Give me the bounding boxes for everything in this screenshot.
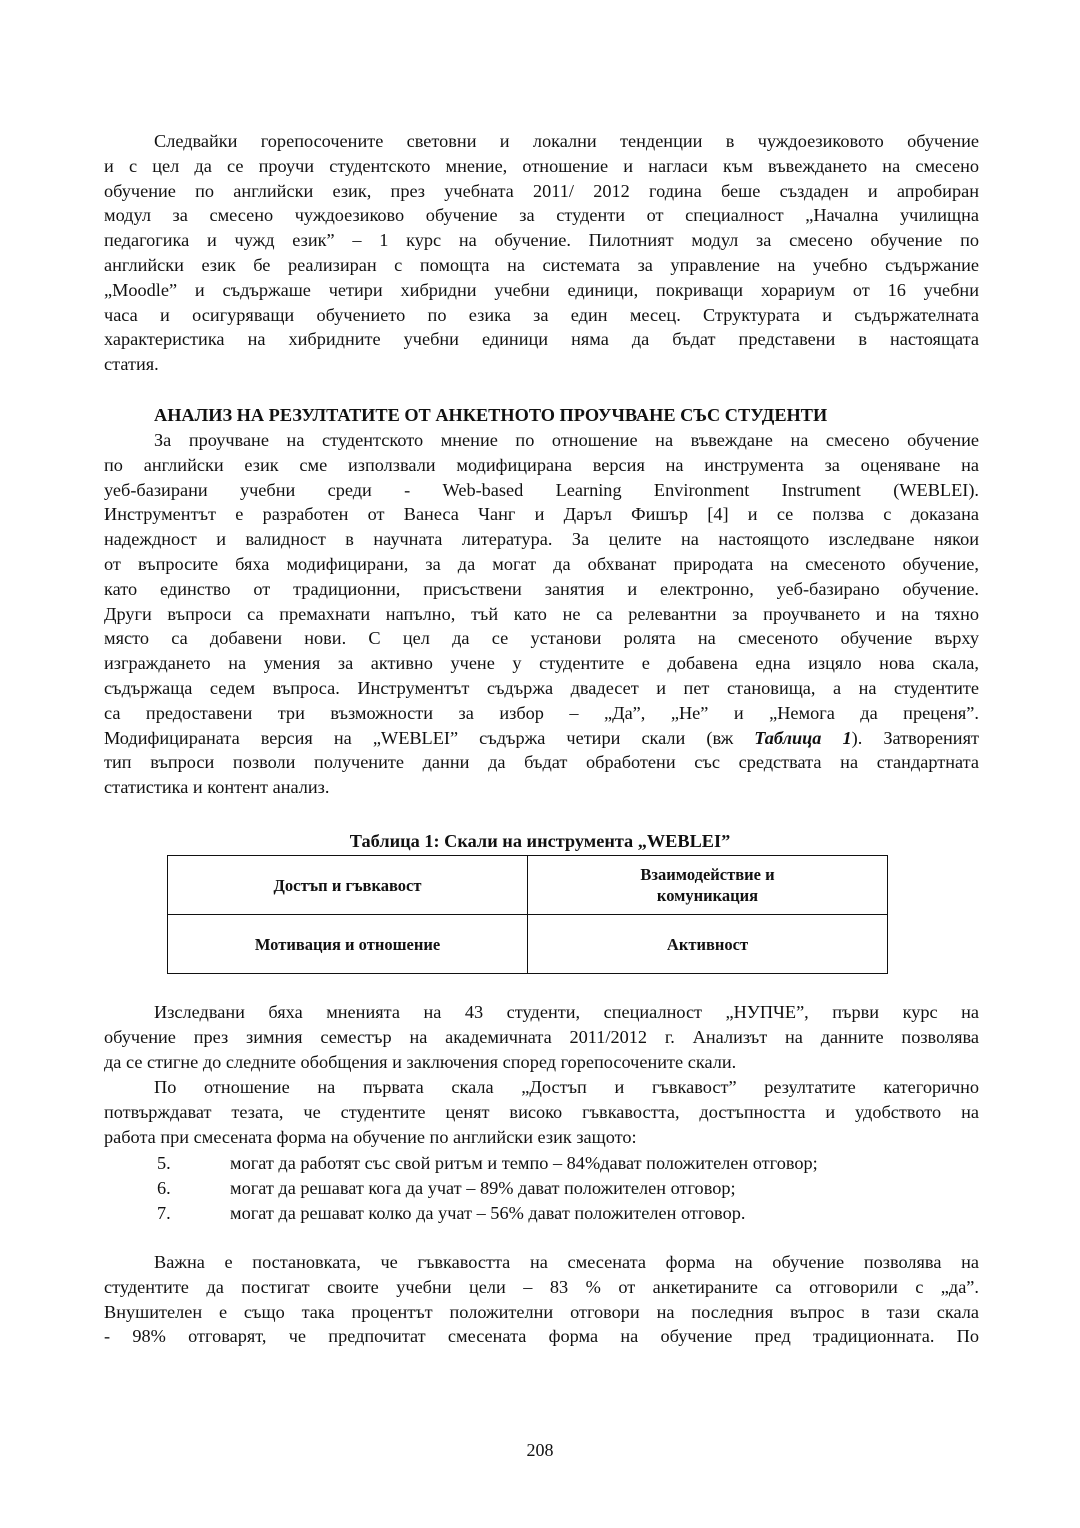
paragraph-goals bbox=[104, 1250, 979, 1349]
paragraph-line: тип въпроси позволи получените данни да бъдат обработени със средствата на стандартната bbox=[104, 752, 979, 773]
paragraph-line: потвърждават тезата, че студентите ценят високо гъвкавостта, достъпността и удобството на bbox=[104, 1101, 979, 1122]
paragraph-line: да се стигне до следните обобщения и заключения според горепосочените скали. bbox=[104, 1051, 737, 1072]
paragraph-line: За проучване на студентското мнение по отношение на въвеждане на смесено обучение bbox=[154, 430, 979, 450]
section-heading: АНАЛИЗ НА РЕЗУЛТАТИТЕ ОТ АНКЕТНОТО ПРОУЧВАНЕ СЪС СТУДЕНТИ bbox=[154, 405, 828, 425]
paragraph-line: статия. bbox=[104, 354, 159, 375]
table-cell: Взаимодействие и комуникация bbox=[528, 856, 888, 915]
scales-table bbox=[167, 855, 888, 974]
paragraph-line: английски език бе реализиран с помощта на системата за управление на учебно съдържание bbox=[104, 254, 979, 275]
paragraph-line: Инструментът е разработен от Ванеса Чанг и Даръл Фишър [4] и се ползва с доказана bbox=[104, 504, 979, 525]
paragraph-line: Внушителен е също така процентът положителни отговори на последния въпрос в тази скала bbox=[104, 1301, 979, 1322]
paragraph-line: По отношение на първата скала „Достъп и гъвкавост” резултатите категорично bbox=[154, 1077, 979, 1097]
paragraph-line: уеб-базирани учебни среди - Web-based Learning Environment Instrument (WEBLEI). bbox=[104, 479, 979, 500]
table-cell: Активност bbox=[528, 915, 888, 974]
paragraph-line: са предоставени три възможности за избор – „Да”, „Не” и „Немога да преценя”. bbox=[104, 702, 979, 723]
paragraph-line: съдържаща седем въпроса. Инструментът съдържа двадесет и пет становища, а на студентите bbox=[104, 677, 979, 698]
table-row bbox=[168, 915, 888, 974]
paragraph-scale-one bbox=[104, 1075, 979, 1149]
table-cell: Достъп и гъвкавост bbox=[168, 856, 528, 915]
paragraph-line: по английски език сме използвали модифицирана версия на инструмента за оценяване на bbox=[104, 454, 979, 475]
paragraph-line: часа и осигуряващи обучението по езика за един месец. Структурата и съдържателната bbox=[104, 304, 979, 325]
table-caption: Таблица 1: Скали на инструмента „WEBLEI” bbox=[349, 831, 731, 851]
page-number: 208 bbox=[526, 1440, 554, 1460]
paragraph-line: и с цел да се проучи студентското мнение, отношение и нагласи към въвеждането на смесено bbox=[104, 155, 979, 176]
table-reference: Таблица 1 bbox=[754, 727, 852, 748]
paragraph-line: обучение по английски език, през учебната 2011/ 2012 година беше създаден и апробиран bbox=[104, 180, 979, 201]
paragraph-line: статистика и контент анализ. bbox=[104, 777, 330, 798]
paragraph-line: - 98% отговарят, че предпочитат смесената форма на обучение пред традиционната. По bbox=[104, 1326, 979, 1347]
paragraph-sample bbox=[104, 1000, 979, 1074]
paragraph-line: Изследвани бяха мненията на 43 студенти, специалност „НУПЧЕ”, първи курс на bbox=[154, 1002, 979, 1022]
paragraph-intro bbox=[104, 129, 979, 377]
paragraph-line: характеристика на хибридните учебни единици няма да бъдат представени в настоящата bbox=[104, 329, 979, 350]
paragraph-line: работа при смесената форма на обучение по английски език защото: bbox=[104, 1126, 637, 1147]
paragraph-line: Важна е постановката, че гъвкавостта на смесената форма на обучение позволява на bbox=[154, 1252, 979, 1272]
paragraph-line: надеждност и валидност в научната литература. За целите на настоящото изследване някои bbox=[104, 529, 979, 550]
paragraph-line: Следвайки горепосочените световни и локални тенденции в чуждоезиковото обучение bbox=[154, 131, 979, 151]
paragraph-line: Модифицираната версия на „WEBLEI” съдържа четири скали (вж Таблица 1). Затвореният bbox=[104, 727, 979, 748]
paragraph-line: място са добавени нови. С цел да се установи ролята на смесеното обучение върху bbox=[104, 628, 979, 649]
table-row bbox=[168, 856, 888, 915]
paragraph-line: студентите да постигат своите учебни цели – 83 % от анкетираните са отговорили с „да”. bbox=[104, 1276, 979, 1297]
paragraph-line: „Moodle” и съдържаше четири хибридни учебни единици, покриващи хорариум от 16 учебни bbox=[104, 279, 979, 300]
paragraph-line: обучение през зимния семестър на академичната 2011/2012 г. Анализът на данните позволява bbox=[104, 1026, 979, 1047]
paragraph-line: Други въпроси са премахнати напълно, тъй като не са релевантни за проучването и на тяхно bbox=[104, 603, 979, 624]
paragraph-method bbox=[104, 428, 979, 800]
paragraph-line: педагогика и чужд език” – 1 курс на обучение. Пилотният модул за смесено обучение по bbox=[104, 230, 979, 251]
table-cell: Мотивация и отношение bbox=[168, 915, 528, 974]
paragraph-line: изграждането на умения за активно учене у студентите е добавена една изцяло нова скала, bbox=[104, 653, 979, 674]
paragraph-line: модул за смесено чуждоезиково обучение за студенти от специалност „Начална училищна bbox=[104, 205, 979, 226]
paragraph-line: като единство от традиционни, присъствени занятия и електронно, уеб-базирано обучение. bbox=[104, 578, 979, 599]
paragraph-line: от въпросите бяха модифицирани, за да могат да обхванат природата на смесеното обучение, bbox=[104, 553, 979, 574]
